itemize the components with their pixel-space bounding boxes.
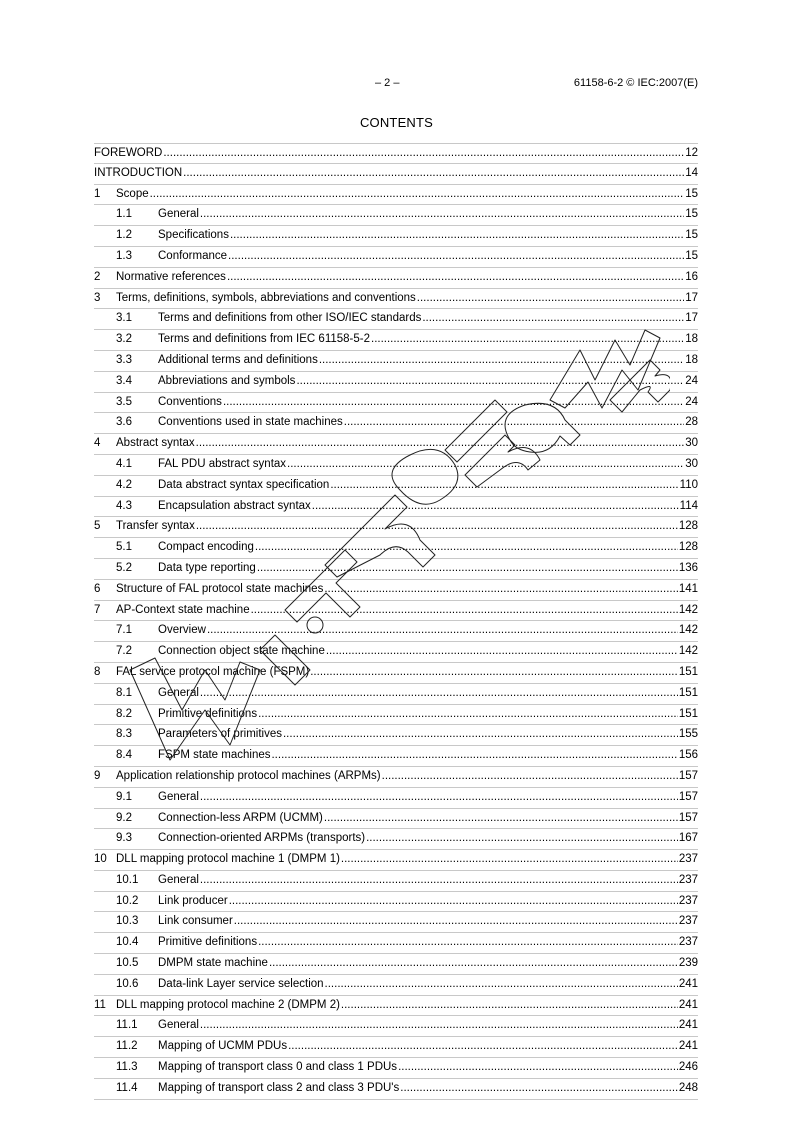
toc-entry-page: 157 — [678, 790, 698, 803]
dot-leader — [234, 915, 678, 927]
toc-entry-number: 7 — [94, 603, 101, 616]
toc-entry-title: FSPM state machines — [158, 749, 271, 762]
toc-entry[interactable] — [94, 226, 698, 247]
toc-entry-number: 5.2 — [116, 561, 132, 574]
toc-entry-title: Terms and definitions from IEC 61158-5-2 — [158, 333, 370, 346]
toc-entry-title: Parameters of primitives — [158, 728, 282, 741]
dot-leader — [288, 1040, 678, 1052]
toc-entry[interactable] — [94, 185, 698, 206]
dot-leader — [398, 1061, 678, 1073]
toc-entry-title: DMPM state machine — [158, 957, 268, 970]
toc-entry[interactable] — [94, 351, 698, 372]
toc-entry-number: 5 — [94, 520, 101, 533]
toc-entry[interactable] — [94, 663, 698, 684]
dot-leader — [223, 396, 684, 408]
toc-entry[interactable] — [94, 767, 698, 788]
toc-entry-title: Structure of FAL protocol state machines — [116, 582, 324, 595]
dot-leader — [271, 749, 677, 761]
toc-entry[interactable] — [94, 996, 698, 1017]
toc-entry-page: 237 — [678, 894, 698, 907]
toc-entry-page: 18 — [685, 333, 698, 346]
toc-entry-page: 151 — [678, 686, 698, 699]
toc-entry-page: 151 — [678, 707, 698, 720]
dot-leader — [228, 250, 684, 262]
toc-entry-number: 11 — [94, 998, 106, 1011]
dot-leader — [227, 271, 684, 283]
toc-entry-page: 30 — [685, 437, 698, 450]
toc-entry-number: 4.2 — [116, 478, 132, 491]
toc-entry-page: 114 — [679, 499, 698, 512]
toc-entry[interactable] — [94, 205, 698, 226]
toc-entry-number: 6 — [94, 582, 101, 595]
toc-entry[interactable] — [94, 517, 698, 538]
toc-entry-title: Application relationship protocol machines (ARPMs) — [116, 769, 381, 782]
dot-leader — [257, 562, 678, 574]
toc-entry-page: 15 — [685, 229, 698, 242]
toc-entry-page: 136 — [678, 561, 698, 574]
toc-entry-page: 248 — [678, 1081, 698, 1094]
toc-entry-page: 151 — [678, 665, 698, 678]
toc-entry-title: General — [158, 686, 199, 699]
toc-entry[interactable] — [94, 1016, 698, 1037]
page-number: – 2 – — [375, 77, 400, 89]
dot-leader — [207, 624, 678, 636]
toc-entry[interactable] — [94, 684, 698, 705]
toc-entry-number: 10.2 — [116, 894, 139, 907]
toc-entry-title: General — [158, 873, 199, 886]
toc-entry-title: Additional terms and definitions — [158, 353, 318, 366]
dot-leader — [163, 147, 684, 159]
toc-entry[interactable] — [94, 330, 698, 351]
dot-leader — [200, 208, 684, 220]
toc-entry[interactable] — [94, 621, 698, 642]
toc-entry-title: Compact encoding — [158, 541, 254, 554]
toc-entry-number: 9.2 — [116, 811, 132, 824]
toc-entry-title: Data type reporting — [158, 561, 256, 574]
dot-leader — [312, 500, 679, 512]
toc-entry-number: 8.4 — [116, 749, 132, 762]
dot-leader — [344, 416, 684, 428]
toc-entry[interactable] — [94, 705, 698, 726]
toc-entry[interactable] — [94, 455, 698, 476]
toc-entry-number: 11.1 — [116, 1019, 138, 1032]
toc-entry-title: Overview — [158, 624, 206, 637]
dot-leader — [183, 167, 684, 179]
toc-entry-page: 142 — [678, 603, 698, 616]
dot-leader — [371, 333, 684, 345]
toc-entry-title: Data-link Layer service selection — [158, 977, 324, 990]
dot-leader — [255, 541, 678, 553]
dot-leader — [196, 520, 678, 532]
dot-leader — [229, 895, 678, 907]
toc-entry-title: Connection-less ARPM (UCMM) — [158, 811, 323, 824]
toc-entry-number: 1 — [94, 187, 101, 200]
toc-entry-page: 241 — [678, 1019, 698, 1032]
dot-leader — [200, 1019, 678, 1031]
toc-entry[interactable] — [94, 601, 698, 622]
toc-entry-page: 241 — [678, 1040, 698, 1053]
toc-entry-page: 17 — [685, 312, 698, 325]
page-header — [0, 77, 793, 93]
toc-entry-title: FAL service protocol machine (FSPM) — [116, 665, 310, 678]
toc-entry-title: Data abstract syntax specification — [158, 478, 330, 491]
toc-entry-number: 1.3 — [116, 249, 132, 262]
toc-entry-page: 241 — [678, 977, 698, 990]
toc-entry[interactable] — [94, 912, 698, 933]
dot-leader — [150, 188, 685, 200]
toc-entry-title: FAL PDU abstract syntax — [158, 457, 287, 470]
toc-entry-number: 10.4 — [116, 936, 139, 949]
toc-entry-page: 15 — [685, 208, 698, 221]
toc-entry-title: Connection object state machine — [158, 645, 325, 658]
toc-entry-number: 3.5 — [116, 395, 132, 408]
toc-entry-number: 10.3 — [116, 915, 139, 928]
toc-entry[interactable] — [94, 164, 698, 185]
toc-entry[interactable] — [94, 829, 698, 850]
toc-entry-number: 9 — [94, 769, 101, 782]
toc-entry[interactable] — [94, 434, 698, 455]
toc-entry-page: 142 — [678, 624, 698, 637]
toc-entry-number: 7.2 — [116, 645, 132, 658]
toc-entry[interactable] — [94, 497, 698, 518]
toc-entry-title: Mapping of transport class 2 and class 3 PDU's — [158, 1081, 400, 1094]
toc-entry[interactable] — [94, 476, 698, 497]
dot-leader — [296, 375, 684, 387]
toc-entry-page: 142 — [678, 645, 698, 658]
dot-leader — [196, 437, 685, 449]
toc-entry-number: 3.2 — [116, 333, 132, 346]
dot-leader — [287, 458, 684, 470]
toc-entry-page: 246 — [678, 1061, 698, 1074]
dot-leader — [200, 791, 678, 803]
toc-entry[interactable] — [94, 850, 698, 871]
toc-entry[interactable] — [94, 809, 698, 830]
toc-entry[interactable] — [94, 892, 698, 913]
toc-entry-page: 12 — [685, 147, 698, 159]
toc-entry-page: 237 — [678, 873, 698, 886]
toc-entry-title: Normative references — [116, 270, 226, 283]
toc-entry-title: Transfer syntax — [116, 520, 195, 533]
document-id: 61158-6-2 © IEC:2007(E) — [573, 77, 698, 89]
toc-entry-page: 14 — [685, 166, 698, 179]
toc-entry[interactable] — [94, 642, 698, 663]
toc-entry[interactable] — [94, 975, 698, 996]
toc-entry[interactable] — [94, 538, 698, 559]
dot-leader — [283, 728, 678, 740]
toc-entry-number: 10.6 — [116, 977, 139, 990]
toc-entry-page: 141 — [678, 582, 698, 595]
toc-entry-title: Specifications — [158, 229, 229, 242]
dot-leader — [258, 708, 678, 720]
toc-entry-page: 167 — [678, 832, 698, 845]
toc-entry-page: 237 — [678, 853, 698, 866]
toc-entry-title: Conventions — [158, 395, 222, 408]
toc-entry-number: 9.3 — [116, 832, 132, 845]
dot-leader — [417, 292, 684, 304]
toc-entry-title: Scope — [116, 187, 149, 200]
toc-entry[interactable] — [94, 1037, 698, 1058]
toc-entry-number: 8.1 — [116, 686, 132, 699]
toc-entry[interactable] — [94, 725, 698, 746]
toc-entry-page: 128 — [678, 541, 698, 554]
dot-leader — [341, 853, 678, 865]
toc-entry[interactable] — [94, 413, 698, 434]
toc-entry-number: 8 — [94, 665, 101, 678]
toc-entry-title: DLL mapping protocol machine 1 (DMPM 1) — [116, 853, 340, 866]
toc-entry-number: 4 — [94, 437, 101, 450]
toc-entry[interactable] — [94, 1058, 698, 1079]
toc-entry-title: Terms, definitions, symbols, abbreviations and conventions — [116, 291, 416, 304]
toc-entry-page: 30 — [685, 457, 698, 470]
toc-entry[interactable] — [94, 1079, 698, 1100]
toc-entry-title: Primitive definitions — [158, 707, 258, 720]
dot-leader — [230, 229, 684, 241]
dot-leader — [200, 687, 678, 699]
toc-entry-page: 15 — [685, 249, 698, 262]
toc-entry-number: 8.3 — [116, 728, 132, 741]
dot-leader — [366, 832, 678, 844]
toc-entry-number: 5.1 — [116, 541, 132, 554]
toc-entry-title: DLL mapping protocol machine 2 (DMPM 2) — [116, 998, 340, 1011]
toc-entry-page: 128 — [678, 520, 698, 533]
toc-entry-title: AP-Context state machine — [116, 603, 250, 616]
toc-entry-title: General — [158, 208, 199, 221]
toc-entry-title: General — [158, 1019, 199, 1032]
toc-entry-number: 1.1 — [116, 208, 132, 221]
dot-leader — [319, 354, 684, 366]
toc-entry[interactable] — [94, 289, 698, 310]
toc-entry-page: 157 — [678, 769, 698, 782]
toc-entry-page: 156 — [678, 749, 698, 762]
toc-entry-number: 1.2 — [116, 229, 132, 242]
toc-entry-title: INTRODUCTION — [94, 166, 183, 179]
toc-entry-number: 11.2 — [116, 1040, 138, 1053]
toc-entry[interactable] — [94, 393, 698, 414]
table-of-contents — [94, 143, 698, 1100]
toc-entry-number: 11.4 — [116, 1081, 138, 1094]
toc-entry-title: Terms and definitions from other ISO/IEC standards — [158, 312, 422, 325]
toc-entry[interactable] — [94, 372, 698, 393]
toc-entry-number: 3.1 — [116, 312, 132, 325]
toc-entry-page: 157 — [678, 811, 698, 824]
toc-entry[interactable] — [94, 746, 698, 767]
dot-leader — [324, 583, 677, 595]
dot-leader — [422, 312, 684, 324]
toc-entry-number: 4.3 — [116, 499, 132, 512]
dot-leader — [269, 957, 678, 969]
dot-leader — [310, 666, 678, 678]
toc-entry-title: Conformance — [158, 249, 228, 262]
toc-entry[interactable] — [94, 580, 698, 601]
toc-entry-number: 3.6 — [116, 416, 132, 429]
toc-entry-page: 24 — [685, 374, 698, 387]
dot-leader — [400, 1082, 678, 1094]
toc-entry-page: 16 — [685, 270, 698, 283]
toc-entry[interactable] — [94, 309, 698, 330]
toc-entry[interactable] — [94, 788, 698, 809]
toc-entry[interactable] — [94, 871, 698, 892]
toc-entry-title: Link producer — [158, 894, 228, 907]
toc-entry-number: 9.1 — [116, 790, 132, 803]
dot-leader — [382, 770, 678, 782]
toc-entry-number: 10 — [94, 853, 107, 866]
dot-leader — [326, 645, 678, 657]
dot-leader — [341, 999, 678, 1011]
toc-entry-number: 7.1 — [116, 624, 132, 637]
toc-entry[interactable] — [94, 954, 698, 975]
toc-entry[interactable] — [94, 143, 698, 164]
toc-entry-title: Mapping of transport class 0 and class 1 PDUs — [158, 1061, 398, 1074]
dot-leader — [324, 812, 678, 824]
toc-entry-number: 3.3 — [116, 353, 132, 366]
toc-entry-title: Conventions used in state machines — [158, 416, 343, 429]
toc-entry-title: Abstract syntax — [116, 437, 195, 450]
toc-entry-page: 17 — [685, 291, 698, 304]
dot-leader — [258, 936, 678, 948]
toc-entry-number: 3.4 — [116, 374, 132, 387]
toc-entry-title: Connection-oriented ARPMs (transports) — [158, 832, 366, 845]
toc-entry-title: Link consumer — [158, 915, 233, 928]
toc-entry-title: Encapsulation abstract syntax — [158, 499, 311, 512]
toc-entry[interactable] — [94, 559, 698, 580]
toc-entry-title: Mapping of UCMM PDUs — [158, 1040, 288, 1053]
toc-entry-page: 237 — [678, 915, 698, 928]
dot-leader — [330, 479, 678, 491]
toc-entry-number: 10.1 — [116, 873, 139, 886]
toc-entry-page: 155 — [678, 728, 698, 741]
toc-entry-number: 11.3 — [116, 1061, 138, 1074]
toc-entry-number: 8.2 — [116, 707, 132, 720]
toc-entry-page: 239 — [678, 957, 698, 970]
toc-entry-number: 4.1 — [116, 457, 132, 470]
toc-entry-number: 3 — [94, 291, 101, 304]
toc-entry-title: Abbreviations and symbols — [158, 374, 296, 387]
toc-entry-page: 24 — [685, 395, 698, 408]
toc-entry[interactable] — [94, 247, 698, 268]
toc-entry-page: 18 — [685, 353, 698, 366]
dot-leader — [325, 978, 678, 990]
dot-leader — [251, 604, 678, 616]
toc-entry-number: 10.5 — [116, 957, 139, 970]
toc-entry-page: 237 — [678, 936, 698, 949]
toc-entry-title: Primitive definitions — [158, 936, 258, 949]
toc-entry-page: 28 — [685, 416, 698, 429]
toc-entry-page: 110 — [679, 478, 698, 491]
toc-entry-number: 2 — [94, 270, 101, 283]
toc-entry-page: 241 — [678, 998, 698, 1011]
toc-entry[interactable] — [94, 268, 698, 289]
toc-entry-title: General — [158, 790, 199, 803]
dot-leader — [200, 874, 678, 886]
toc-entry-title: FOREWORD — [94, 147, 163, 159]
page-title: CONTENTS — [359, 115, 434, 130]
toc-entry[interactable] — [94, 933, 698, 954]
toc-entry-page: 15 — [685, 187, 698, 200]
